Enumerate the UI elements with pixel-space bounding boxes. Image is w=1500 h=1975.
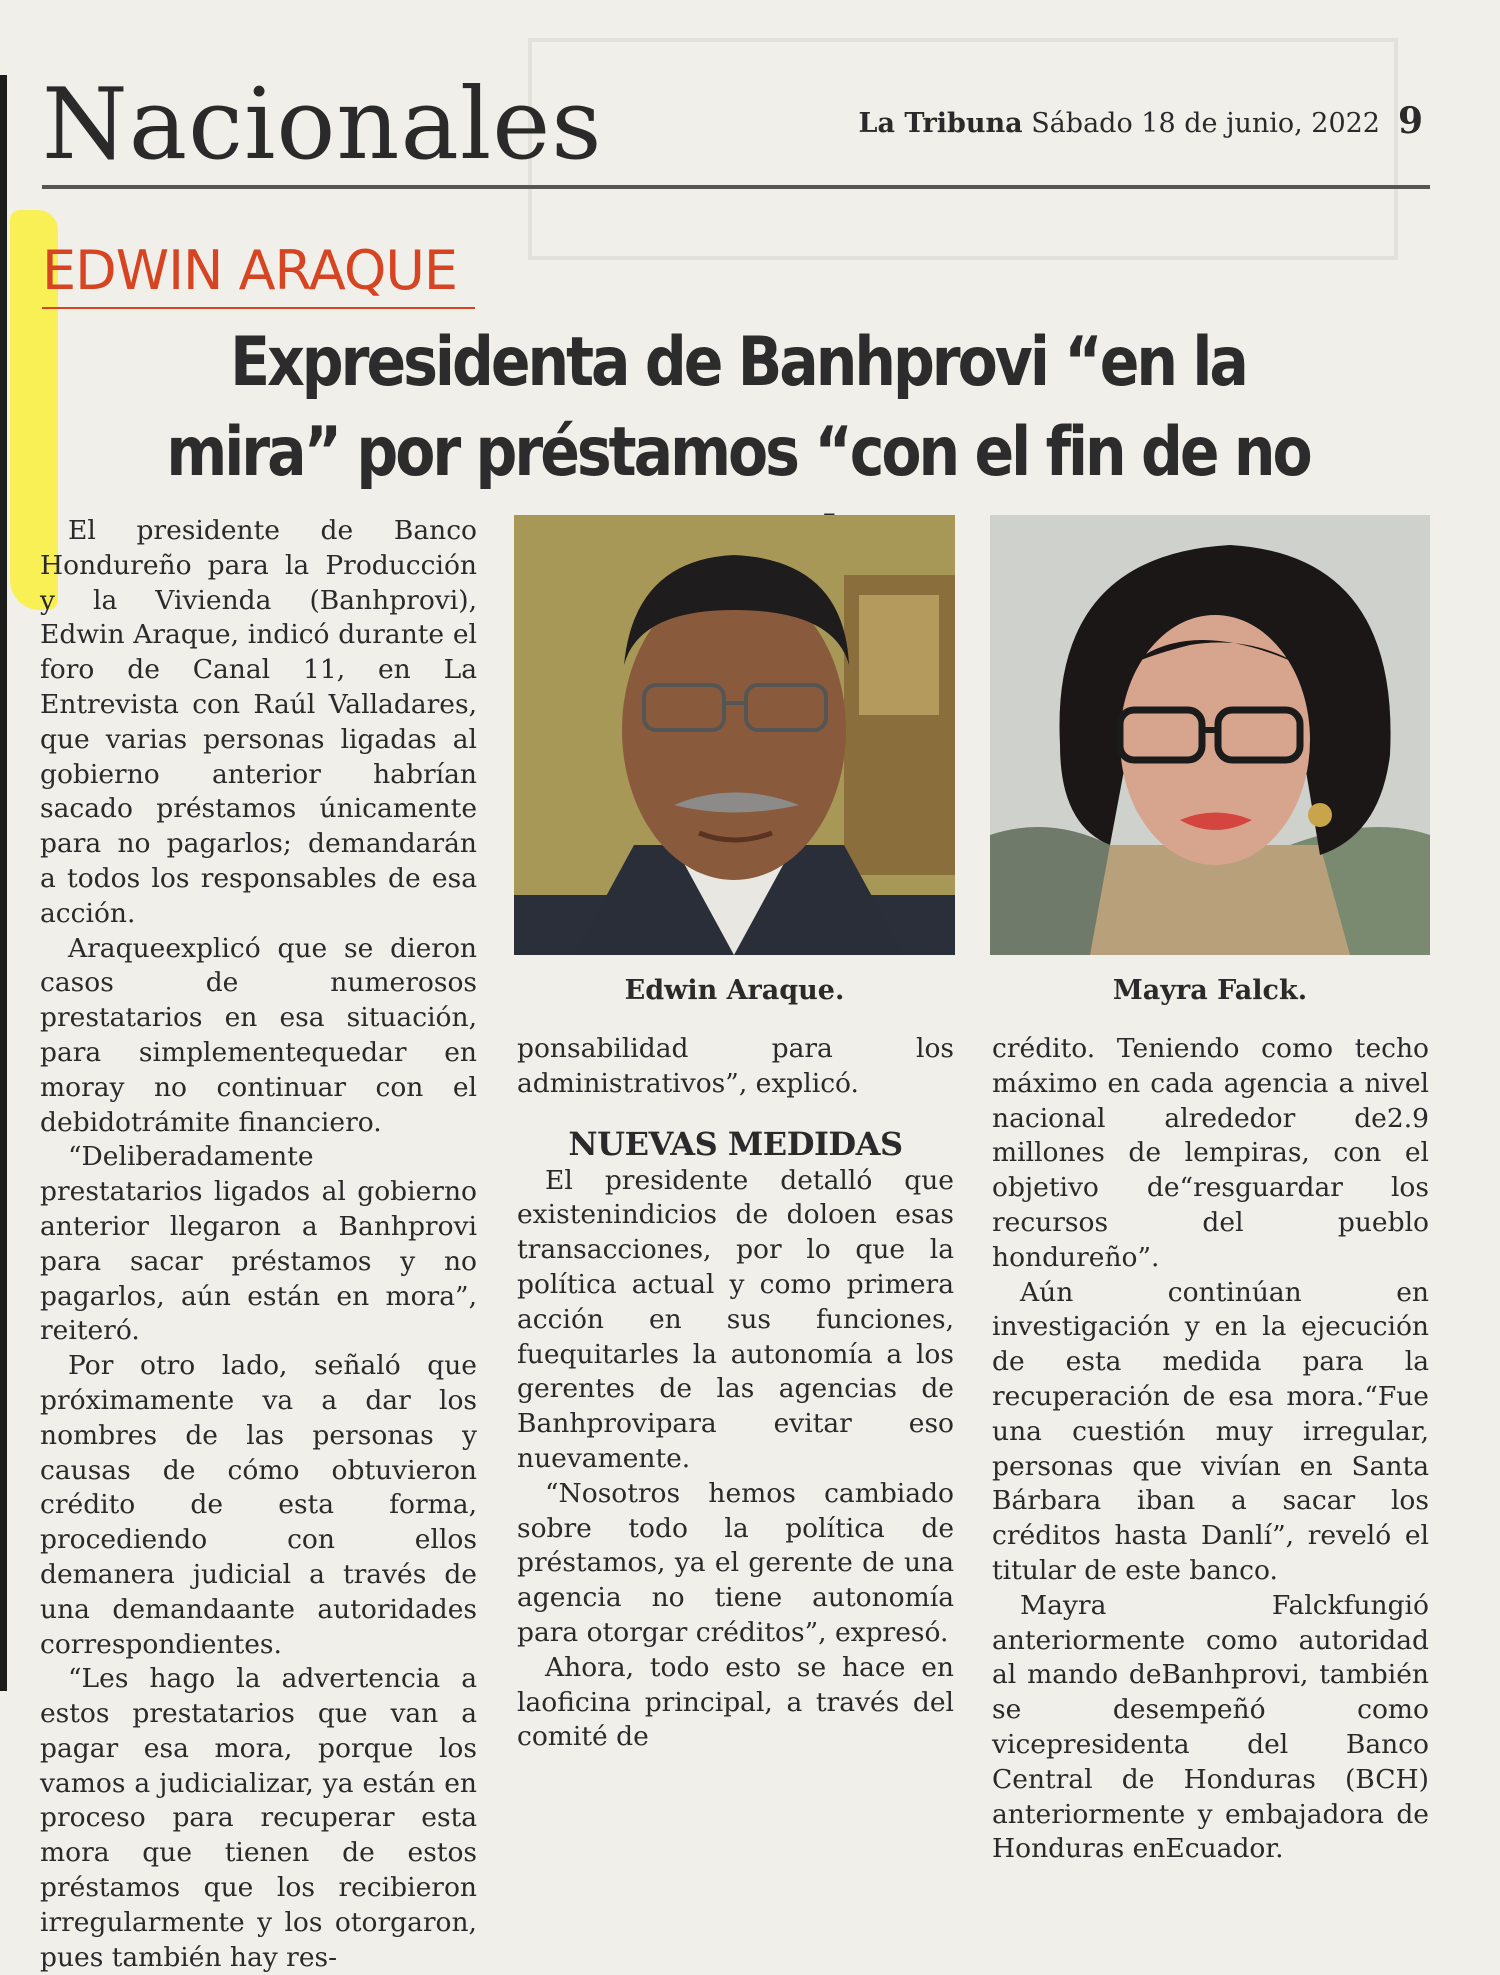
text-column-1 bbox=[40, 514, 477, 1975]
masthead bbox=[858, 108, 1380, 139]
text-column-3 bbox=[992, 1032, 1429, 1867]
paragraph: Por otro lado, señaló que próximamente va a dar los nombres de las personas y causas de cómo obtuvieron crédito de esta forma, procediendo con ellos demanera judicial a través de una demandaante autoridades correspondientes. bbox=[40, 1350, 477, 1660]
issue-date: Sábado 18 de junio, 2022 bbox=[1031, 108, 1380, 139]
photo-mayra-falck bbox=[990, 515, 1430, 955]
section-subhead: NUEVAS MEDIDAS bbox=[568, 1124, 903, 1163]
portrait-man-image bbox=[514, 515, 955, 955]
photo-caption-1: Edwin Araque. bbox=[624, 975, 845, 1006]
paragraph: Ahora, todo esto se hace en laoficina principal, a través del comité de bbox=[517, 1651, 954, 1753]
photo-caption-2: Mayra Falck. bbox=[1112, 975, 1308, 1006]
paragraph: crédito. Teniendo como techo máximo en cada agencia a nivel nacional alrededor de2.9 millones de lempiras, con el objetivo de“resguardar los recursos del pueblo hondureño”. bbox=[992, 1033, 1429, 1273]
paper-name: La Tribuna bbox=[858, 108, 1023, 139]
paragraph: “Deliberadamente prestatarios ligados al gobierno anterior llegaron a Banhprovi para sacar préstamos y no pagarlos, aún están en mora”, reiteró. bbox=[40, 1141, 477, 1347]
page-number: 9 bbox=[1398, 100, 1424, 142]
paragraph: El presidente detalló que existenindicios de doloen esas transacciones, por lo que la política actual y como primera acción en sus funciones, fuequitarles la autonomía a los gerentes de las agencias de Banhprovipara evitar eso nuevamente. bbox=[517, 1164, 954, 1474]
section-title: Nacionales bbox=[42, 68, 603, 182]
paragraph: Mayra Falckfungió anteriormente como autoridad al mando deBanhprovi, también se desempeñó como vicepresidenta del Banco Central de Honduras (BCH) anteriormente y embajadora de Honduras enEcuador. bbox=[992, 1589, 1429, 1865]
header-rule bbox=[42, 185, 1430, 189]
article-headline: Expresidenta de Banhprovi “en la mira” por préstamos “con el fin de no bbox=[166, 323, 1310, 492]
paragraph: El presidente de Banco Hondureño para la Producción y la Vivienda (Banhprovi), Edwin Araque, indicó durante el foro de Canal 11, en La Entrevista con Raúl Valladares, que varias personas ligadas al gobierno anterior habrían sacado préstamos únicamente para no pagarlos; demandarán a todos los responsables de esa acción. bbox=[40, 515, 477, 929]
portrait-woman-image bbox=[990, 515, 1430, 955]
paragraph: “Les hago la advertencia a estos prestatarios que van a pagar esa mora, porque los vamos a judicializar, ya están en proceso para recuperar esta mora que tienen de estos préstamos que los recibieron irregularmente y los otorgaron, pues también hay res- bbox=[40, 1663, 477, 1973]
bleed-through-box bbox=[528, 38, 1398, 260]
photo-edwin-araque bbox=[514, 515, 955, 955]
page-edge-rule bbox=[0, 75, 7, 1691]
paragraph: Araqueexplicó que se dieron casos de numerosos prestatarios en esa situación, para simplementequedar en moray no continuar con el debidotrámite financiero. bbox=[40, 932, 477, 1138]
article-kicker: EDWIN ARAQUE bbox=[42, 239, 457, 302]
paragraph: ponsabilidad para los administrativos”, explicó. bbox=[517, 1033, 954, 1099]
paragraph: “Nosotros hemos cambiado sobre todo la política de préstamos, ya el gerente de una agencia no tiene autonomía para otorgar créditos”, expresó. bbox=[517, 1477, 954, 1648]
text-column-2 bbox=[517, 1032, 954, 1755]
paragraph: Aún continúan en investigación y en la ejecución de esta medida para la recuperación de esa mora.“Fue una cuestión muy irregular, personas que vivían en Santa Bárbara iban a sacar los créditos hasta Danlí”, reveló el titular de este banco. bbox=[992, 1276, 1429, 1586]
kicker-underline bbox=[42, 307, 475, 309]
